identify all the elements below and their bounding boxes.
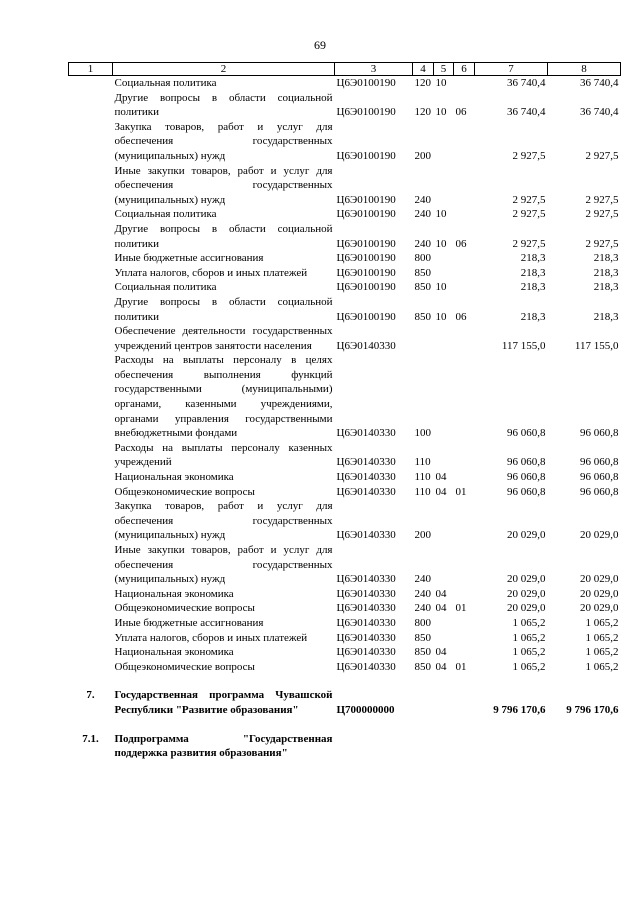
row-number [69, 660, 113, 675]
row-value-8: 218,3 [593, 266, 619, 279]
table-row [69, 616, 621, 631]
row-code: Ц6Э0140330 [336, 573, 396, 586]
program-code: Ц700000000 [336, 703, 395, 716]
row-col-4 [413, 324, 434, 353]
row-code: Ц6Э0140330 [336, 646, 396, 659]
row-code: Ц6Э0100190 [336, 149, 396, 162]
row-col-5 [434, 266, 454, 281]
row-value-8: 1 065,2 [585, 631, 619, 644]
row-value-8: 2 927,5 [585, 208, 619, 221]
row-name: Уплата налогов, сборов и иных платежей [114, 266, 308, 279]
row-number [69, 441, 113, 470]
row-value-8: 96 060,8 [580, 471, 619, 484]
row-name: Расходы на выплаты персоналу в целях обеспечения выполнения функций государственными (муниципальными) органами, казенными учреждениями, органами управления государственными внебюджетными фондами [114, 354, 333, 440]
subprogram-row [69, 732, 621, 761]
row-col-6: 06 [455, 310, 467, 323]
row-col-5: 04 [435, 471, 447, 484]
row-col-5: 04 [435, 587, 447, 600]
row-code: Ц6Э0100190 [336, 77, 396, 89]
header-col-4: 4 [413, 63, 434, 76]
row-col-6 [454, 631, 475, 646]
row-value-8: 36 740,4 [580, 77, 619, 89]
row-col-4: 200 [414, 529, 431, 542]
row-col-5 [434, 324, 454, 353]
row-number [69, 543, 113, 587]
table-row [69, 266, 621, 281]
table-row [69, 587, 621, 602]
row-col-5 [434, 441, 454, 470]
row-value-8: 96 060,8 [580, 485, 619, 498]
row-name: Иные закупки товаров, работ и услуг для обеспечения государственных (муниципальных) нужд [114, 544, 333, 586]
row-name: Уплата налогов, сборов и иных платежей [114, 631, 308, 644]
row-col-6: 06 [455, 106, 467, 119]
row-number [69, 76, 113, 91]
header-col-5: 5 [434, 63, 454, 76]
row-name: Общеэкономические вопросы [114, 485, 255, 498]
row-code: Ц6Э0100190 [336, 252, 396, 265]
table-row [69, 470, 621, 485]
row-col-6 [454, 587, 475, 602]
page-number: 69 [314, 38, 326, 52]
table-row [69, 324, 621, 353]
row-value-7: 2 927,5 [512, 237, 546, 250]
row-number [69, 470, 113, 485]
row-name: Социальная политика [114, 77, 217, 89]
row-col-6: 06 [455, 237, 467, 250]
row-col-6 [454, 324, 475, 353]
row-value-7: 218,3 [520, 281, 546, 294]
row-name: Иные бюджетные ассигнования [114, 616, 264, 629]
row-col-5: 10 [435, 237, 447, 250]
row-value-7: 36 740,4 [507, 77, 546, 89]
table-row [69, 222, 621, 251]
table-row [69, 91, 621, 120]
row-value-7: 2 927,5 [512, 149, 546, 162]
header-col-6: 6 [454, 63, 475, 76]
row-name: Общеэкономические вопросы [114, 660, 255, 673]
row-col-4: 120 [414, 77, 431, 89]
row-value-7: 36 740,4 [507, 106, 546, 119]
table-row [69, 485, 621, 500]
row-name: Иные закупки товаров, работ и услуг для обеспечения государственных (муниципальных) нужд [114, 164, 333, 206]
row-col-6 [454, 120, 475, 164]
row-name: Национальная экономика [114, 471, 234, 484]
row-value-7: 218,3 [520, 266, 546, 279]
row-col-4: 240 [414, 193, 431, 206]
row-value-7: 20 029,0 [507, 602, 546, 615]
row-col-6 [454, 353, 475, 441]
row-number [69, 251, 113, 266]
row-code: Ц6Э0140330 [336, 456, 396, 469]
row-code: Ц6Э0100190 [336, 193, 396, 206]
row-name: Другие вопросы в области социальной политики [114, 222, 333, 250]
row-name: Расходы на выплаты персоналу казенных учреждений [114, 441, 333, 469]
row-col-6 [454, 266, 475, 281]
row-value-8: 218,3 [593, 281, 619, 294]
row-col-5: 10 [435, 106, 447, 119]
row-value-7: 1 065,2 [512, 660, 546, 673]
row-number [69, 222, 113, 251]
row-value-8: 20 029,0 [580, 587, 619, 600]
row-number [69, 587, 113, 602]
row-col-5: 10 [435, 281, 447, 294]
row-col-4: 110 [414, 485, 431, 498]
row-col-5 [434, 164, 454, 208]
row-number [69, 353, 113, 441]
row-col-4: 850 [414, 646, 431, 659]
row-value-8: 1 065,2 [585, 616, 619, 629]
row-col-6: 01 [455, 602, 467, 615]
row-col-4: 850 [414, 310, 431, 323]
program-value-7: 9 796 170,6 [493, 703, 546, 716]
row-col-6 [454, 470, 475, 485]
row-name: Закупка товаров, работ и услуг для обеспечения государственных (муниципальных) нужд [114, 120, 333, 162]
row-col-6 [454, 251, 475, 266]
row-col-4: 850 [414, 281, 431, 294]
row-col-5 [434, 353, 454, 441]
row-name: Национальная экономика [114, 646, 234, 659]
row-col-4: 850 [414, 266, 431, 279]
row-name: Социальная политика [114, 208, 217, 221]
row-value-7: 96 060,8 [507, 427, 546, 440]
row-value-7: 96 060,8 [507, 456, 546, 469]
row-number [69, 295, 113, 324]
row-code: Ц6Э0140330 [336, 427, 396, 440]
row-col-5: 10 [435, 310, 447, 323]
row-col-5 [434, 120, 454, 164]
row-col-6: 01 [455, 485, 467, 498]
row-col-4: 240 [414, 587, 431, 600]
row-value-8: 2 927,5 [585, 149, 619, 162]
table-header [69, 63, 621, 76]
row-col-4: 240 [414, 208, 431, 221]
row-col-6 [454, 499, 475, 543]
row-value-8: 20 029,0 [580, 529, 619, 542]
row-code: Ц6Э0140330 [336, 485, 396, 498]
table-row [69, 543, 621, 587]
row-col-4: 110 [414, 456, 431, 469]
row-name: Обеспечение деятельности государственных учреждений центров занятости населения [114, 325, 333, 352]
row-col-4: 200 [414, 149, 431, 162]
header-col-3: 3 [335, 63, 413, 76]
row-col-6 [454, 645, 475, 660]
row-value-8: 2 927,5 [585, 237, 619, 250]
row-code: Ц6Э0140330 [336, 529, 396, 542]
header-col-2: 2 [113, 63, 335, 76]
row-col-6 [454, 543, 475, 587]
row-code: Ц6Э0100190 [336, 208, 396, 221]
row-value-8: 96 060,8 [580, 456, 619, 469]
table-row [69, 76, 621, 91]
row-code: Ц6Э0140330 [336, 631, 396, 644]
row-name: Национальная экономика [114, 587, 234, 600]
row-value-8: 1 065,2 [585, 646, 619, 659]
row-col-5: 04 [435, 646, 447, 659]
spacer-row [69, 718, 621, 732]
row-col-4: 800 [414, 616, 431, 629]
row-value-8: 1 065,2 [585, 660, 619, 673]
header-col-1: 1 [69, 63, 113, 76]
table-row [69, 207, 621, 222]
row-value-7: 20 029,0 [507, 587, 546, 600]
row-name: Иные бюджетные ассигнования [114, 252, 264, 265]
row-col-4: 120 [414, 106, 431, 119]
row-value-7: 1 065,2 [512, 646, 546, 659]
row-number [69, 631, 113, 646]
row-number [69, 616, 113, 631]
row-number [69, 280, 113, 295]
row-number [69, 120, 113, 164]
row-col-5: 04 [435, 485, 447, 498]
table-row [69, 441, 621, 470]
row-code: Ц6Э0140330 [336, 339, 396, 352]
row-col-4: 240 [414, 602, 431, 615]
subprogram-name: Подпрограмма "Государственная поддержка развития образования" [114, 732, 333, 760]
program-value-8: 9 796 170,6 [566, 703, 619, 716]
row-col-5 [434, 499, 454, 543]
header-row [69, 63, 621, 76]
header-col-8: 8 [548, 63, 621, 76]
row-value-8: 20 029,0 [580, 602, 619, 615]
table-row [69, 601, 621, 616]
table-row [69, 164, 621, 208]
row-number [69, 266, 113, 281]
row-col-4: 800 [414, 252, 431, 265]
row-col-6 [454, 441, 475, 470]
table-row [69, 280, 621, 295]
row-col-4: 240 [414, 573, 431, 586]
row-value-7: 96 060,8 [507, 471, 546, 484]
row-value-8: 96 060,8 [580, 427, 619, 440]
table-row [69, 120, 621, 164]
row-number [69, 164, 113, 208]
table-row [69, 660, 621, 675]
spacer-row [69, 674, 621, 688]
row-col-5: 04 [435, 660, 447, 673]
row-code: Ц6Э0140330 [336, 587, 396, 600]
row-col-6 [454, 616, 475, 631]
row-value-7: 96 060,8 [507, 485, 546, 498]
row-value-8: 2 927,5 [585, 193, 619, 206]
row-value-8: 218,3 [593, 252, 619, 265]
row-value-7: 1 065,2 [512, 631, 546, 644]
header-col-7: 7 [475, 63, 548, 76]
row-value-7: 2 927,5 [512, 208, 546, 221]
row-col-5: 10 [435, 77, 447, 89]
table-body [69, 76, 621, 675]
row-number [69, 207, 113, 222]
table-row [69, 645, 621, 660]
row-name: Закупка товаров, работ и услуг для обеспечения государственных (муниципальных) нужд [114, 500, 333, 542]
row-value-8: 20 029,0 [580, 573, 619, 586]
row-col-4: 850 [414, 631, 431, 644]
row-value-7: 20 029,0 [507, 529, 546, 542]
row-col-5: 10 [435, 208, 447, 221]
row-value-7: 218,3 [520, 252, 546, 265]
row-number [69, 499, 113, 543]
row-code: Ц6Э0140330 [336, 471, 396, 484]
row-col-6 [454, 164, 475, 208]
table-row [69, 295, 621, 324]
row-value-8: 218,3 [593, 310, 619, 323]
row-col-5 [434, 616, 454, 631]
table-row [69, 499, 621, 543]
row-col-4: 110 [414, 471, 431, 484]
row-col-5 [434, 631, 454, 646]
table-row [69, 353, 621, 441]
row-code: Ц6Э0140330 [336, 602, 396, 615]
row-col-6 [454, 207, 475, 222]
row-col-5 [434, 251, 454, 266]
row-value-7: 2 927,5 [512, 193, 546, 206]
table-row [69, 631, 621, 646]
table-row [69, 251, 621, 266]
row-value-7: 218,3 [520, 310, 546, 323]
row-number [69, 324, 113, 353]
row-name: Другие вопросы в области социальной политики [114, 295, 333, 323]
row-col-4: 850 [414, 660, 431, 673]
row-value-8: 36 740,4 [580, 106, 619, 119]
row-code: Ц6Э0140330 [336, 660, 396, 673]
row-name: Другие вопросы в области социальной политики [114, 91, 333, 119]
program-name: Государственная программа Чувашской Республики "Развитие образования" [114, 689, 333, 716]
row-value-7: 117 155,0 [501, 339, 546, 352]
row-code: Ц6Э0100190 [336, 266, 396, 279]
row-code: Ц6Э0100190 [336, 106, 396, 119]
row-value-8: 117 155,0 [574, 339, 619, 352]
row-code: Ц6Э0100190 [336, 310, 396, 323]
row-number [69, 601, 113, 616]
row-code: Ц6Э0100190 [336, 281, 396, 294]
row-col-6: 01 [455, 660, 467, 673]
row-number [69, 645, 113, 660]
row-name: Общеэкономические вопросы [114, 602, 255, 615]
row-col-5: 04 [435, 602, 447, 615]
row-col-6 [454, 76, 475, 91]
row-value-7: 20 029,0 [507, 573, 546, 586]
row-code: Ц6Э0100190 [336, 237, 396, 250]
row-col-4: 100 [414, 427, 431, 440]
row-number [69, 485, 113, 500]
budget-table [68, 62, 621, 761]
program-row [69, 688, 621, 717]
row-value-7: 1 065,2 [512, 616, 546, 629]
row-code: Ц6Э0140330 [336, 616, 396, 629]
program-number: 7. [86, 689, 95, 702]
row-col-6 [454, 280, 475, 295]
program-section [69, 674, 621, 760]
row-number [69, 91, 113, 120]
row-col-4: 240 [414, 237, 431, 250]
subprogram-number: 7.1. [82, 732, 99, 745]
row-name: Социальная политика [114, 281, 217, 294]
row-col-5 [434, 543, 454, 587]
